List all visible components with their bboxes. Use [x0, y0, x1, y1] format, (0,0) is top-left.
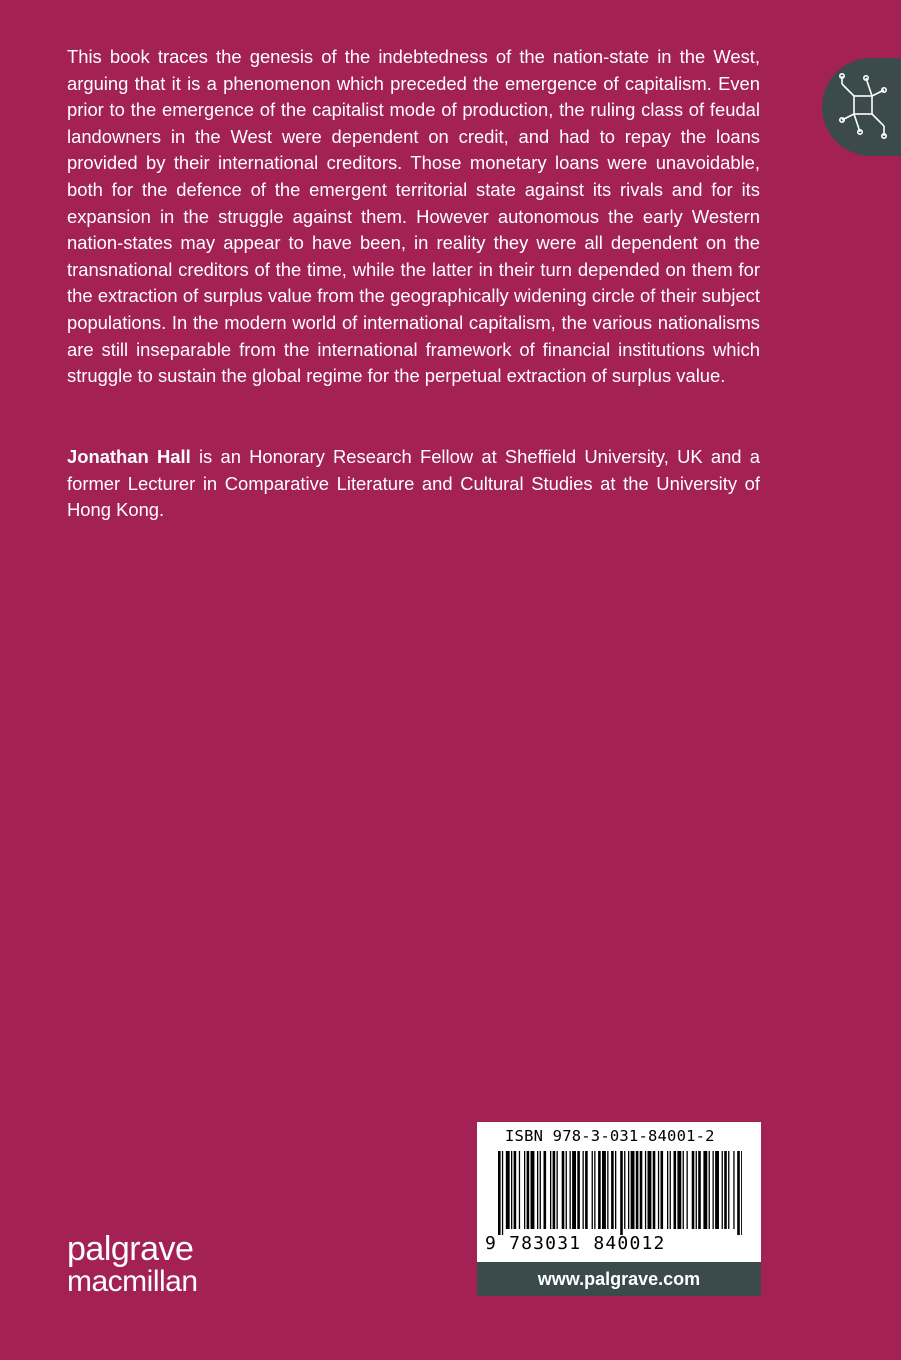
barcode: [498, 1151, 742, 1235]
barcode-bar: [577, 1151, 580, 1229]
barcode-bar: [502, 1151, 503, 1235]
barcode-bar: [572, 1151, 576, 1229]
author-bio-text: is an Honorary Research Fellow at Sheffield University, UK and a former Lecturer in Comparative Literature and Cultural Studies at the University of Hong Kong.: [67, 446, 761, 521]
barcode-bar: [703, 1151, 707, 1229]
publisher-name-line1: palgrave: [67, 1230, 194, 1268]
barcode-bar: [670, 1151, 671, 1229]
barcode-bar: [724, 1151, 727, 1229]
barcode-digits: 9 783031 840012: [485, 1233, 666, 1254]
barcode-bar: [598, 1151, 601, 1229]
barcode-bar: [585, 1151, 588, 1229]
barcode-bar: [570, 1151, 571, 1229]
barcode-bar: [602, 1151, 606, 1229]
barcode-bar: [607, 1151, 608, 1229]
barcode-bar: [696, 1151, 697, 1229]
barcode-bar: [583, 1151, 584, 1229]
barcode-bar: [683, 1151, 684, 1229]
barcode-bar: [653, 1151, 656, 1229]
barcode-bar: [677, 1151, 681, 1229]
barcode-bar: [713, 1151, 714, 1229]
barcode-bar: [636, 1151, 639, 1229]
barcode-bar: [524, 1151, 525, 1229]
barcode-bar: [667, 1151, 668, 1229]
barcode-bar: [624, 1151, 625, 1229]
palgrave-emblem: [822, 58, 901, 156]
palgrave-network-icon: [836, 70, 890, 144]
barcode-bar: [628, 1151, 629, 1229]
author-name: Jonathan Hall: [67, 446, 191, 467]
barcode-bar: [527, 1151, 530, 1229]
barcode-bar: [658, 1151, 659, 1229]
author-bio: [67, 444, 760, 524]
barcode-bar: [562, 1151, 565, 1229]
barcode-bar: [728, 1151, 729, 1229]
barcode-bar: [620, 1151, 623, 1235]
barcode-bar: [514, 1151, 517, 1229]
barcode-bar: [611, 1151, 614, 1229]
barcode-bar: [640, 1151, 643, 1229]
back-cover-blurb: This book traces the genesis of the indebtedness of the nation-state in the West, arguing that it is a phenomenon which preceded the emergence of capitalism. Even prior to the emergence of the capitalist mode of production, the ruling class of feudal landowners in the West were dependent on credit, and had to repay the loans provided by their international creditors. Those monetary loans were unavoidable, both for the defence of the emergent territorial state against its rivals and for its expansion in the struggle against them. However autonomous the early Western nation-states may appear to have been, in reality they were all dependent on the transnational creditors of the time, while the latter in their turn depended on them for the extraction of surplus value from the geographically widening circle of their subject populations. In the modern world of international capitalism, the various nationalisms are still inseparable from the international framework of financial institutions which struggle to sustain the global regime for the perpetual extraction of surplus value.: [67, 46, 760, 387]
barcode-bar: [592, 1151, 593, 1229]
barcode-bar: [519, 1151, 520, 1229]
barcode-bar: [631, 1151, 635, 1229]
barcode-bar: [566, 1151, 567, 1229]
barcode-bar: [498, 1151, 501, 1235]
isbn-label: ISBN 978-3-031-84001-2: [505, 1127, 715, 1145]
barcode-bar: [537, 1151, 538, 1229]
barcode-bar: [698, 1151, 701, 1229]
publisher-logo: [67, 1232, 198, 1298]
barcode-bar: [722, 1151, 723, 1229]
barcode-bar: [692, 1151, 695, 1229]
barcode-bar: [531, 1151, 535, 1229]
publisher-name-line2: macmillan: [67, 1265, 198, 1298]
barcode-bar: [741, 1151, 742, 1235]
barcode-bar: [687, 1151, 688, 1229]
barcode-bar: [553, 1151, 556, 1229]
barcode-bar: [615, 1151, 616, 1229]
barcode-bar: [733, 1151, 734, 1229]
barcode-bar: [661, 1151, 664, 1229]
barcode-bar: [594, 1151, 595, 1229]
publisher-url: www.palgrave.com: [477, 1262, 761, 1296]
barcode-bar: [674, 1151, 677, 1229]
barcode-bar: [709, 1151, 710, 1229]
barcode-bar: [544, 1151, 547, 1229]
isbn-barcode-box: [477, 1122, 761, 1296]
barcode-bar: [737, 1151, 740, 1235]
barcode-bar: [557, 1151, 558, 1229]
barcode-bar: [511, 1151, 512, 1229]
barcode-bar: [645, 1151, 646, 1229]
barcode-bar: [506, 1151, 510, 1229]
barcode-bar: [715, 1151, 719, 1229]
barcode-bar: [550, 1151, 551, 1229]
barcode-bar: [648, 1151, 652, 1229]
barcode-bar: [540, 1151, 541, 1229]
